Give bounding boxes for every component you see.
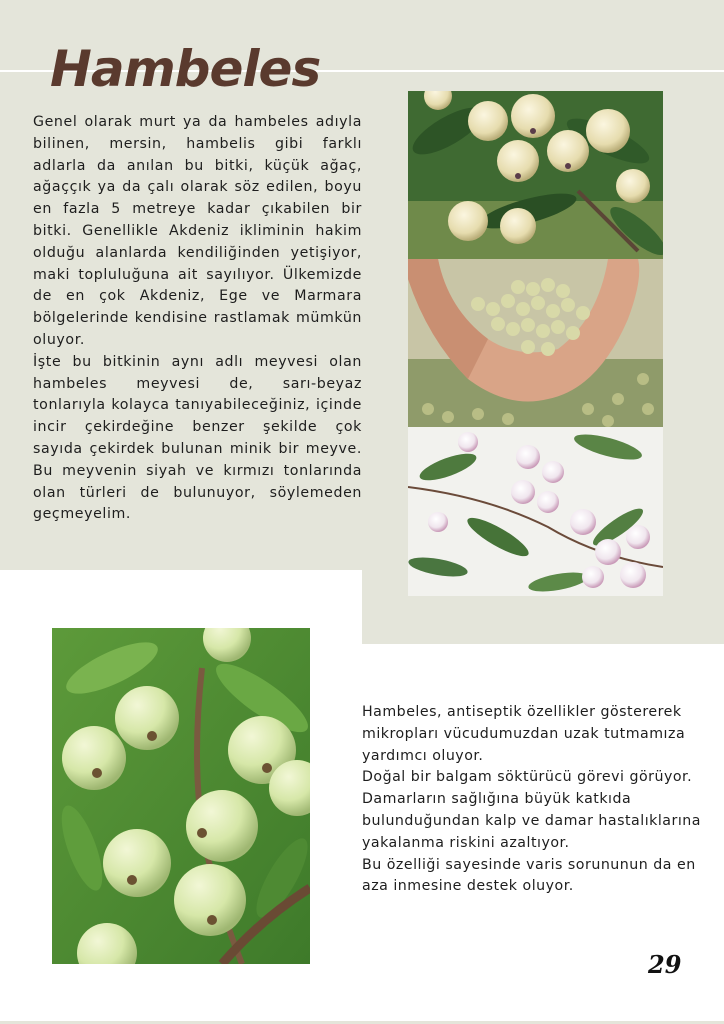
intro-paragraph-1: Genel olarak murt ya da hambeles adıyla bilinen, mersin, hambelis gibi farklı adlarla da anılan bu bitki, küçük ağaç, ağaççık ya da çalı olarak söz edilen, boyu en fazla 5 metreye kadar çıkabilen bir bitki. Genellikle Akdeniz ikliminin hakim olduğu alanlarda kendiliğinden yetişiyor, maki topluluğuna ait sayılıyor. Ülkemizde de en çok Akdeniz, Ege ve Marmara bölgelerinde kendisine rastlamak mümkün oluyor. [33, 114, 362, 348]
benefits-text [362, 702, 707, 898]
intro-text [33, 112, 362, 526]
green-berries-closeup-photo [52, 628, 310, 964]
intro-paragraph-2: İşte bu bitkinin aynı adlı meyvesi olan hambeles meyvesi de, sarı-beyaz tonlarıyla kolayca tanıyabileceğiniz, içinde incir çekirdeğine benzer şekilde çok sayıda çekirdek bulunan minik bir meyve. Bu meyvenin siyah ve kırmızı tonlarında olan türleri de bulunuyor, söylemeden geçmeyelim. [33, 353, 362, 523]
berries-on-branch-photo [408, 91, 663, 259]
white-pink-berries-photo [408, 427, 663, 596]
berries-in-hands-photo [408, 259, 663, 427]
benefit-line-1: Hambeles, antiseptik özellikler göstererek mikropları vücudumuzdan uzak tutmamıza yardımcı oluyor. [362, 704, 686, 764]
page-title: Hambeles [50, 40, 321, 98]
page-number: 29 [648, 950, 682, 979]
benefit-line-2: Doğal bir balgam söktürücü görevi görüyor. [362, 769, 693, 786]
benefit-line-3: Damarların sağlığına büyük katkıda bulunduğundan kalp ve damar hastalıklarına yakalanma riskini azaltıyor. [362, 791, 701, 851]
benefit-line-4: Bu özelliği sayesinde varis sorununun da en aza inmesine destek oluyor. [362, 856, 696, 895]
